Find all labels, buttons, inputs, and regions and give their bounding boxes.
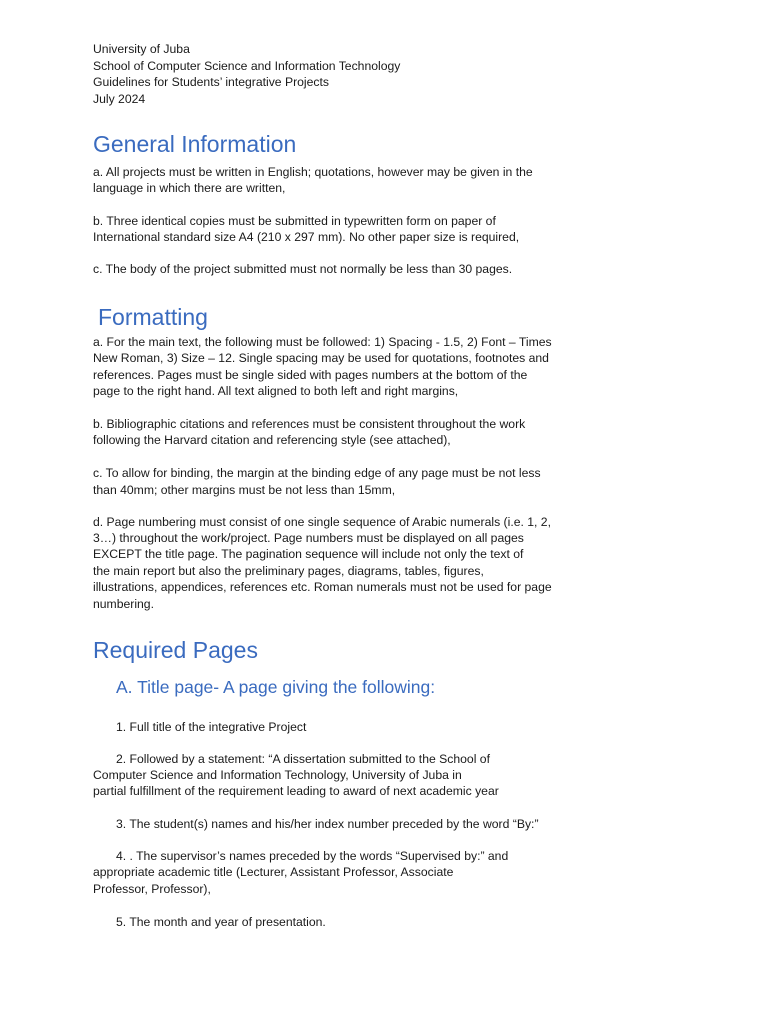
list-item-4-line: appropriate academic title (Lecturer, Assistant Professor, Associate bbox=[93, 865, 454, 879]
formatting-d-line: numbering. bbox=[93, 597, 154, 611]
school-name: School of Computer Science and Information Technology bbox=[93, 59, 401, 73]
list-item-2: 2. Followed by a statement: “A dissertation submitted to the School of bbox=[116, 752, 490, 766]
formatting-c-line: than 40mm; other margins must be not less than 15mm, bbox=[93, 483, 396, 497]
formatting-d-line: 3…) throughout the work/project. Page numbers must be displayed on all pages bbox=[93, 531, 524, 545]
list-item-5: 5. The month and year of presentation. bbox=[116, 915, 326, 929]
university-name: University of Juba bbox=[93, 42, 190, 56]
formatting-d-line: the main report but also the preliminary pages, diagrams, tables, figures, bbox=[93, 564, 484, 578]
heading-general-information: General Information bbox=[93, 131, 297, 157]
formatting-b-line: following the Harvard citation and referencing style (see attached), bbox=[93, 433, 451, 447]
document-date: July 2024 bbox=[93, 92, 146, 106]
formatting-a-line: New Roman, 3) Size – 12. Single spacing may be used for quotations, footnotes and bbox=[93, 351, 549, 365]
general-b-line: b. Three identical copies must be submitted in typewritten form on paper of bbox=[93, 214, 496, 228]
general-a-line: a. All projects must be written in English; quotations, however may be given in the bbox=[93, 165, 533, 179]
heading-formatting: Formatting bbox=[98, 304, 208, 330]
general-b-line: International standard size A4 (210 x 297 mm). No other paper size is required, bbox=[93, 230, 520, 244]
general-c-line: c. The body of the project submitted must not normally be less than 30 pages. bbox=[93, 262, 513, 276]
list-item-4-line: Professor, Professor), bbox=[93, 882, 211, 896]
formatting-a-line: page to the right hand. All text aligned to both left and right margins, bbox=[93, 384, 459, 398]
subheading-title-page: A. Title page- A page giving the following: bbox=[116, 677, 436, 697]
document-title: Guidelines for Students’ integrative Projects bbox=[93, 75, 329, 89]
formatting-d-line: EXCEPT the title page. The pagination sequence will include not only the text of bbox=[93, 547, 524, 561]
list-item-3: 3. The student(s) names and his/her index number preceded by the word “By:” bbox=[116, 817, 539, 831]
list-item-2-line: partial fulfillment of the requirement leading to award of next academic year bbox=[93, 784, 499, 798]
list-item-4: 4. . The supervisor’s names preceded by the words “Supervised by:” and bbox=[116, 849, 509, 863]
formatting-c-line: c. To allow for binding, the margin at the binding edge of any page must be not less bbox=[93, 466, 541, 480]
heading-required-pages: Required Pages bbox=[93, 637, 258, 663]
formatting-a-line: references. Pages must be single sided with pages numbers at the bottom of the bbox=[93, 368, 528, 382]
formatting-d-line: illustrations, appendices, references etc. Roman numerals must not be used for page bbox=[93, 580, 552, 594]
formatting-a-line: a. For the main text, the following must be followed: 1) Spacing - 1.5, 2) Font – Times bbox=[93, 335, 552, 349]
formatting-b-line: b. Bibliographic citations and references must be consistent throughout the work bbox=[93, 417, 526, 431]
general-a-line: language in which there are written, bbox=[93, 181, 286, 195]
formatting-d-line: d. Page numbering must consist of one single sequence of Arabic numerals (i.e. 1, 2, bbox=[93, 515, 551, 529]
list-item-2-line: Computer Science and Information Technology, University of Juba in bbox=[93, 768, 462, 782]
list-item-1: 1. Full title of the integrative Project bbox=[116, 720, 307, 734]
